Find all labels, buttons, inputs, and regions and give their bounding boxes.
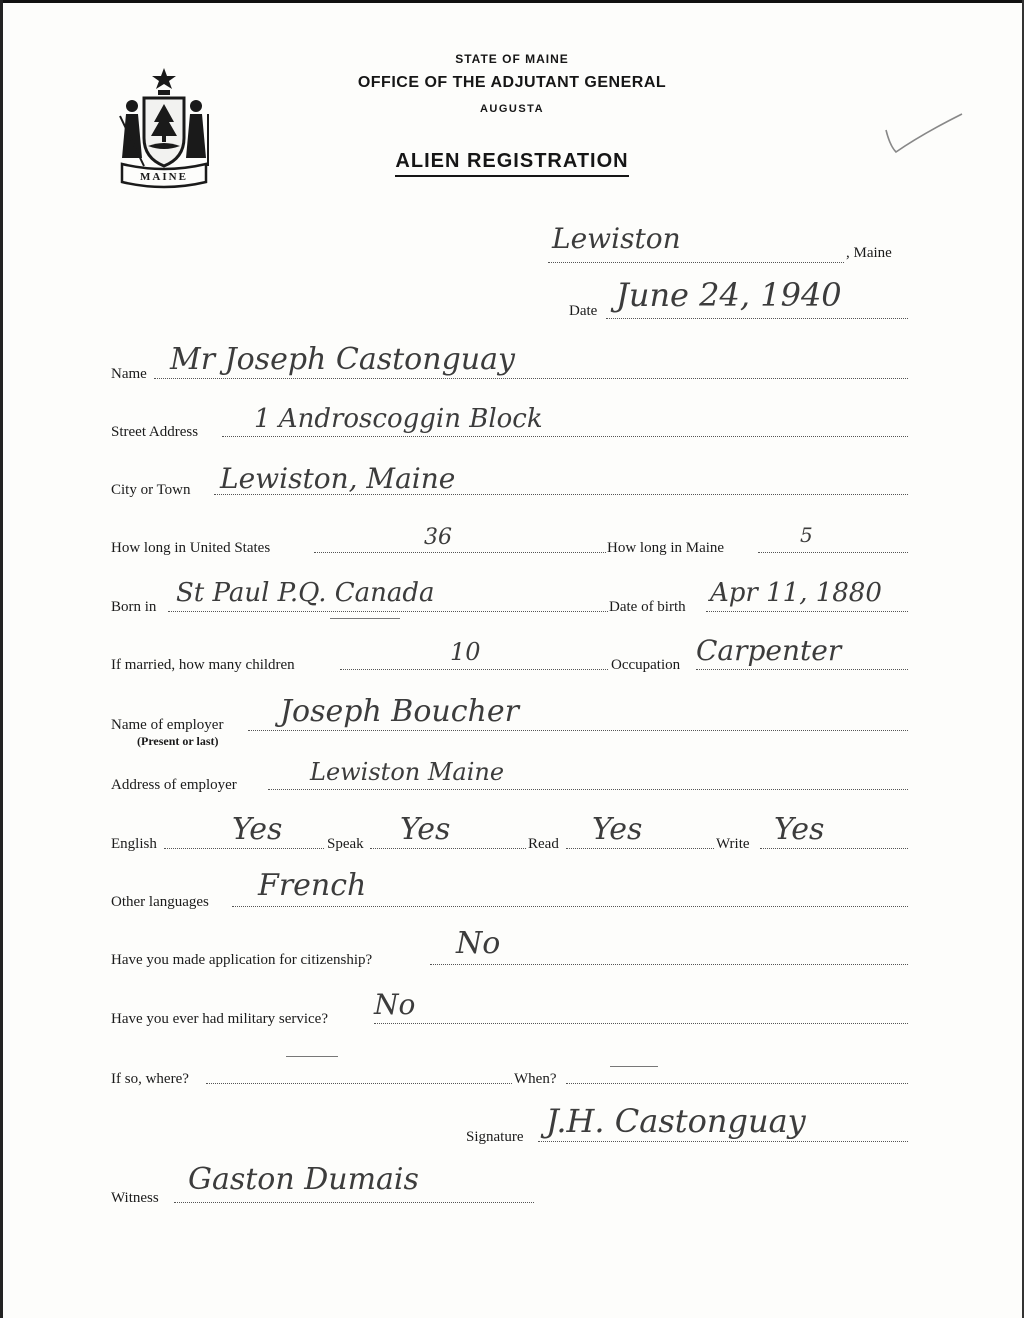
header-office: OFFICE OF THE ADJUTANT GENERAL [357,74,667,91]
other-languages-label: Other languages [111,894,209,910]
date-line [606,318,908,319]
date-entry: June 24, 1940 [616,276,842,314]
years-maine-line [758,552,908,553]
other-languages-line [232,906,908,907]
where-line [206,1083,512,1084]
read-label: Read [528,836,559,852]
military-label: Have you ever had military service? [111,1011,328,1027]
place-entry: Lewiston [552,222,681,255]
years-maine-label: How long in Maine [607,540,725,556]
born-in-entry: St Paul P.Q. Canada [176,578,435,608]
years-us-entry: 36 [424,525,452,550]
employer-address-label: Address of employer [111,777,237,793]
employer-address-line [268,789,908,790]
name-entry: Mr Joseph Castonguay [170,342,515,377]
signature-entry: J.H. Castonguay [546,1102,806,1140]
header-city: AUGUSTA [479,103,545,115]
speak-entry: Yes [400,812,451,847]
witness-label: Witness [111,1190,159,1206]
city-label: City or Town [111,482,191,498]
occupation-entry: Carpenter [696,634,842,667]
speak-line [370,848,526,849]
write-line [760,848,908,849]
dob-label: Date of birth [609,599,686,615]
citizenship-entry: No [456,926,501,961]
witness-entry: Gaston Dumais [188,1162,419,1197]
place-line [548,262,844,263]
header-state: STATE OF MAINE [455,52,569,66]
maine-label: , Maine [846,245,892,261]
employer-label: Name of employer [111,717,224,733]
when-dash-mark [610,1066,658,1067]
military-line [374,1023,908,1024]
scan-border-left [0,0,3,1318]
english-entry: Yes [232,812,283,847]
employer-note: (Present or last) [137,734,219,748]
born-in-label: Born in [111,599,157,615]
children-line [340,669,608,670]
born-in-line [168,611,608,612]
employer-address-entry: Lewiston Maine [310,758,505,786]
name-line [154,378,908,379]
years-maine-entry: 5 [800,523,813,547]
other-languages-entry: French [258,868,367,903]
years-us-line [314,552,606,553]
citizenship-label: Have you made application for citizenship? [111,952,373,968]
where-label: If so, where? [111,1071,189,1087]
military-entry: No [374,988,416,1021]
street-entry: 1 Androscoggin Block [254,404,543,434]
employer-line [248,730,908,731]
street-label: Street Address [111,424,199,440]
write-entry: Yes [774,812,825,847]
employer-entry: Joseph Boucher [280,694,519,729]
when-line [566,1083,908,1084]
where-dash-mark [286,1056,338,1057]
occupation-label: Occupation [611,657,681,673]
children-entry: 10 [450,638,481,666]
read-line [566,848,714,849]
born-in-underline-mark [330,618,400,619]
occupation-line [696,669,908,670]
write-label: Write [716,836,750,852]
english-label: English [111,836,157,852]
when-label: When? [514,1071,557,1087]
read-entry: Yes [592,812,643,847]
street-line [222,436,908,437]
svg-text:MAINE: MAINE [140,171,188,183]
dob-line [706,611,908,612]
signature-label: Signature [466,1129,524,1145]
citizenship-line [430,964,908,965]
speak-label: Speak [327,836,364,852]
dob-entry: Apr 11, 1880 [710,578,882,608]
city-entry: Lewiston, Maine [220,462,456,495]
form-title: ALIEN REGISTRATION [0,150,1024,173]
witness-line [174,1202,534,1203]
name-label: Name [111,366,147,382]
english-line [164,848,324,849]
children-label: If married, how many children [111,657,295,673]
scan-border-top [0,0,1024,3]
signature-line [538,1141,908,1142]
years-us-label: How long in United States [111,540,271,556]
date-label: Date [569,303,598,319]
